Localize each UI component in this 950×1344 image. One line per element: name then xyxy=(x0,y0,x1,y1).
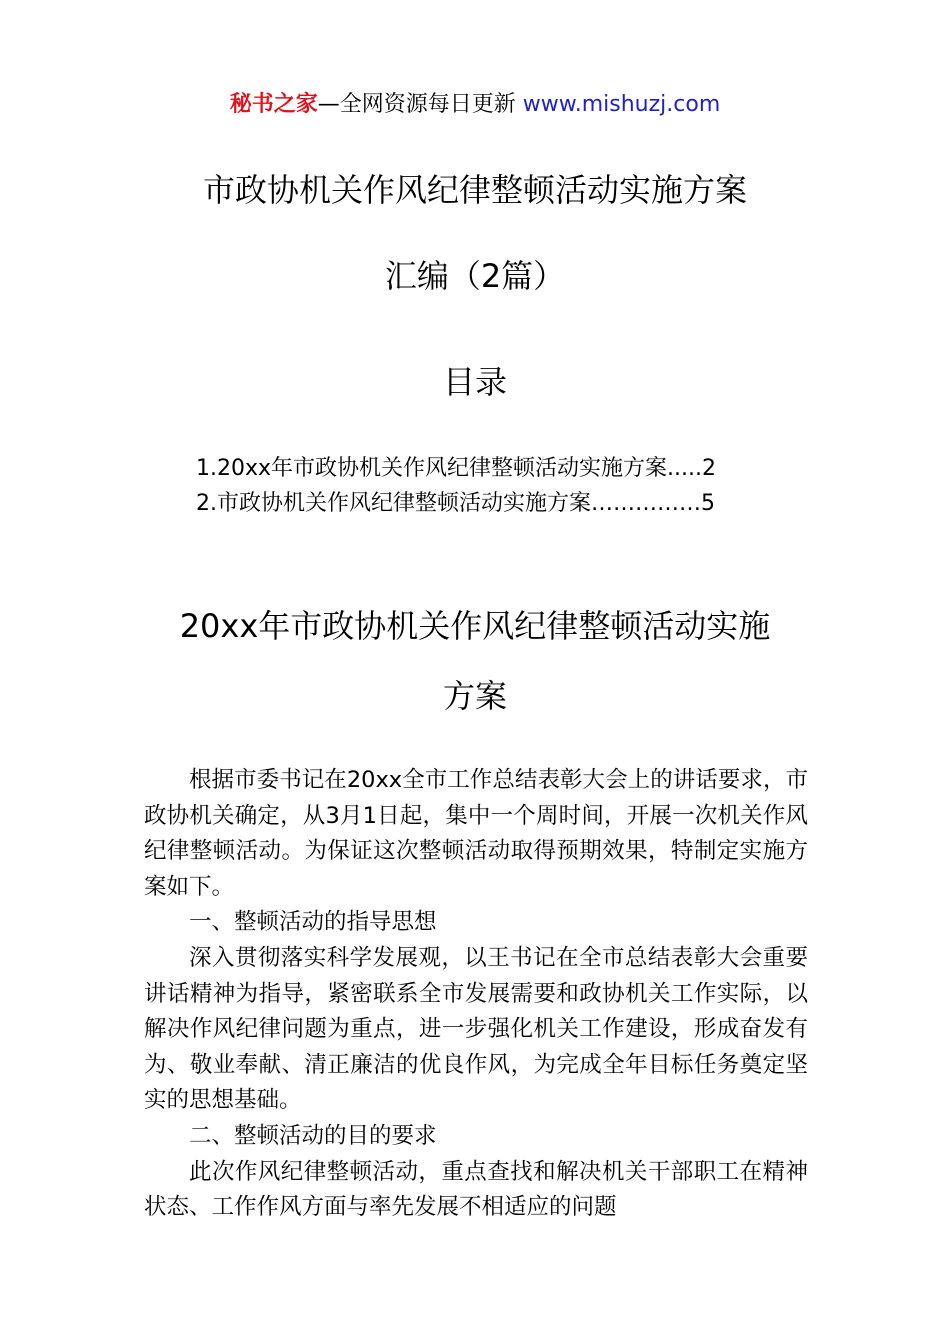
body-paragraph: 根据市委书记在20xx全市工作总结表彰大会上的讲话要求，市政协机关确定，从3月1日起，集中一个周时间，开展一次机关作风纪律整顿活动。为保证这次整顿活动取得预期效果，特制定实施方案如下。 xyxy=(144,767,808,900)
document-title-line-2: 汇编（2篇） xyxy=(384,257,566,295)
toc-entry-label: 2.市政协机关作风纪律整顿活动实施方案 xyxy=(196,491,591,516)
site-header xyxy=(0,88,950,122)
body-paragraph: 此次作风纪律整顿活动，重点查找和解决机关干部职工在精神状态、工作作风方面与率先发展不相适应的问题 xyxy=(144,1158,808,1221)
site-tagline: —全网资源每日更新 xyxy=(317,92,516,117)
section-title-line-2: 方案 xyxy=(442,677,507,715)
toc-entry-leader: …………… xyxy=(591,491,701,516)
toc-entry[interactable] xyxy=(196,453,806,485)
site-name: 秘书之家 xyxy=(229,92,318,117)
body-text xyxy=(144,763,808,1226)
section-heading: 二、整顿活动的目的要求 xyxy=(189,1122,437,1149)
site-url-link[interactable]: www.mishuzj.com xyxy=(522,92,721,117)
section-title-line-1: 20xx年市政协机关作风纪律整顿活动实施 xyxy=(179,607,771,645)
toc-entry-page: 2 xyxy=(702,456,716,481)
toc-entry-leader: ..... xyxy=(667,456,702,481)
body-paragraph: 深入贯彻落实科学发展观，以王书记在全市总结表彰大会重要讲话精神为指导，紧密联系全市发展需要和政协机关工作实际，以解决作风纪律问题为重点，进一步强化机关工作建设，形成奋发有为、敬业奉献、清正廉洁的优良作风，为完成全年目标任务奠定坚实的思想基础。 xyxy=(144,944,808,1114)
toc-entry-page: 5 xyxy=(701,491,715,516)
toc-entry-label: 1.20xx年市政协机关作风纪律整顿活动实施方案 xyxy=(196,456,668,481)
toc-heading: 目录 xyxy=(442,363,507,401)
document-title-line-1: 市政协机关作风纪律整顿活动实施方案 xyxy=(202,171,747,209)
section-heading: 一、整顿活动的指导思想 xyxy=(189,909,437,936)
toc-entry[interactable] xyxy=(196,488,806,520)
